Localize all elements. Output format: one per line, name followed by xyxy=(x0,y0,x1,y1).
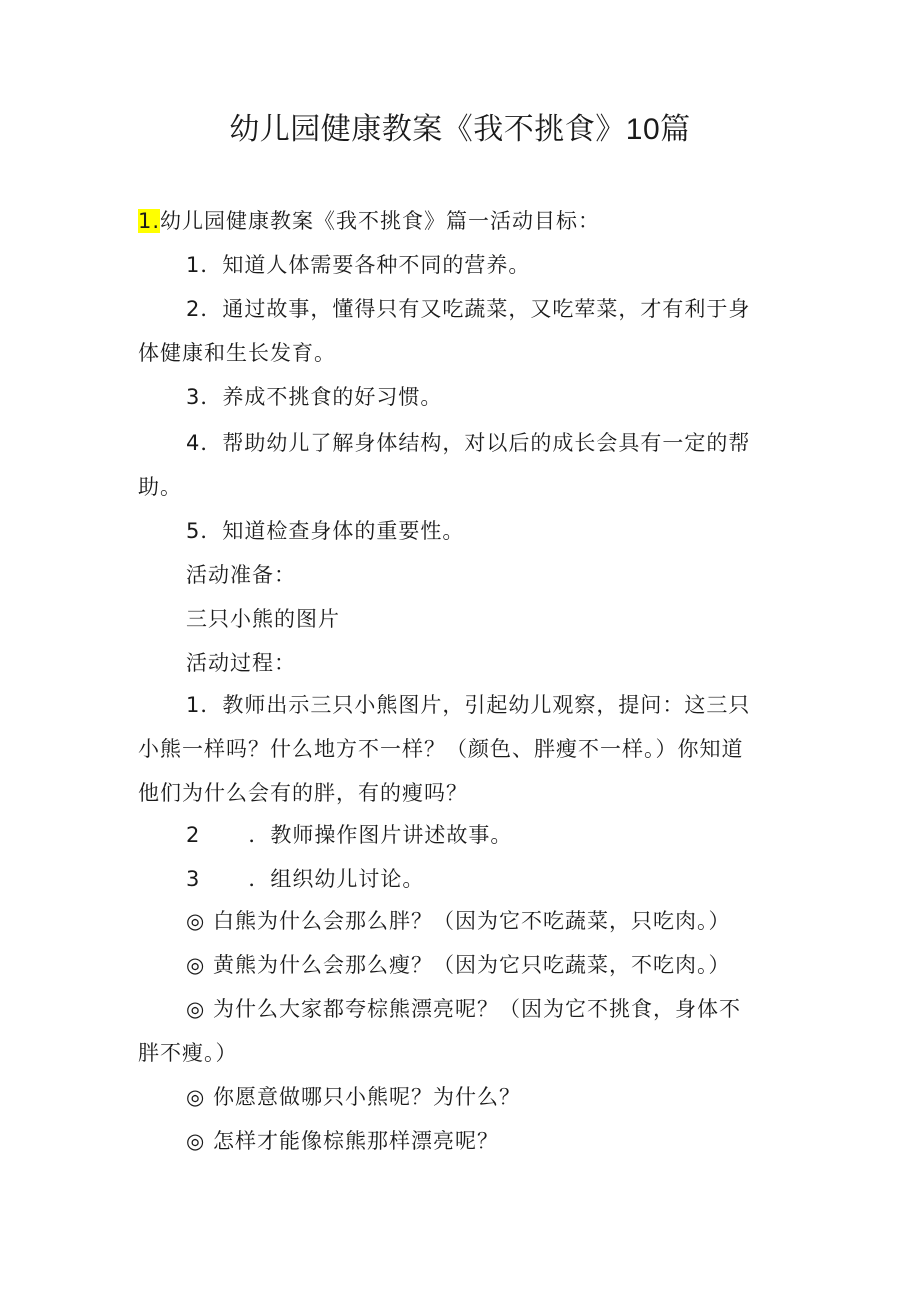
question-1: ◎ 白熊为什么会那么胖？（因为它不吃蔬菜，只吃肉。） xyxy=(186,909,731,933)
goal-1: 1．知道人体需要各种不同的营养。 xyxy=(186,253,531,277)
step-3 xyxy=(186,864,424,894)
goal-4-line-2: 助。 xyxy=(138,475,182,499)
step-2-number: 2 xyxy=(186,823,201,847)
process-label: 活动过程： xyxy=(186,651,296,675)
step-1-line-1: 1．教师出示三只小熊图片，引起幼儿观察，提问：这三只 xyxy=(186,693,751,717)
question-2: ◎ 黄熊为什么会那么瘦？（因为它只吃蔬菜，不吃肉。） xyxy=(186,953,731,977)
goal-5: 5．知道检查身体的重要性。 xyxy=(186,519,465,543)
section-heading xyxy=(138,206,600,236)
step-1-line-3: 他们为什么会有的胖，有的瘦吗？ xyxy=(138,781,468,805)
goal-3: 3．养成不挑食的好习惯。 xyxy=(186,385,443,409)
step-2 xyxy=(186,820,512,850)
prep-item: 三只小熊的图片 xyxy=(186,607,340,631)
prep-label: 活动准备： xyxy=(186,563,296,587)
goal-2-line-2: 体健康和生长发育。 xyxy=(138,341,336,365)
step-1-line-2: 小熊一样吗？什么地方不一样？（颜色、胖瘦不一样。）你知道 xyxy=(138,737,744,761)
step-3-text: ．组织幼儿讨论。 xyxy=(248,867,425,891)
question-5: ◎ 怎样才能像棕熊那样漂亮呢？ xyxy=(186,1129,499,1153)
goal-2-line-1: 2．通过故事，懂得只有又吃蔬菜，又吃荤菜，才有利于身 xyxy=(186,297,751,321)
section-heading-text: 幼儿园健康教案《我不挑食》篇一活动目标： xyxy=(160,209,601,233)
goal-4-line-1: 4．帮助幼儿了解身体结构，对以后的成长会具有一定的帮 xyxy=(186,431,751,455)
step-2-text: ．教师操作图片讲述故事。 xyxy=(248,823,513,847)
question-4: ◎ 你愿意做哪只小熊呢？为什么？ xyxy=(186,1085,521,1109)
question-3-line-2: 胖不瘦。） xyxy=(138,1041,238,1065)
document-title: 幼儿园健康教案《我不挑食》10篇 xyxy=(229,113,691,146)
highlighted-number: 1. xyxy=(138,209,161,233)
question-3-line-1: ◎ 为什么大家都夸棕熊漂亮呢？（因为它不挑食，身体不 xyxy=(186,997,741,1021)
step-3-number: 3 xyxy=(186,867,201,891)
